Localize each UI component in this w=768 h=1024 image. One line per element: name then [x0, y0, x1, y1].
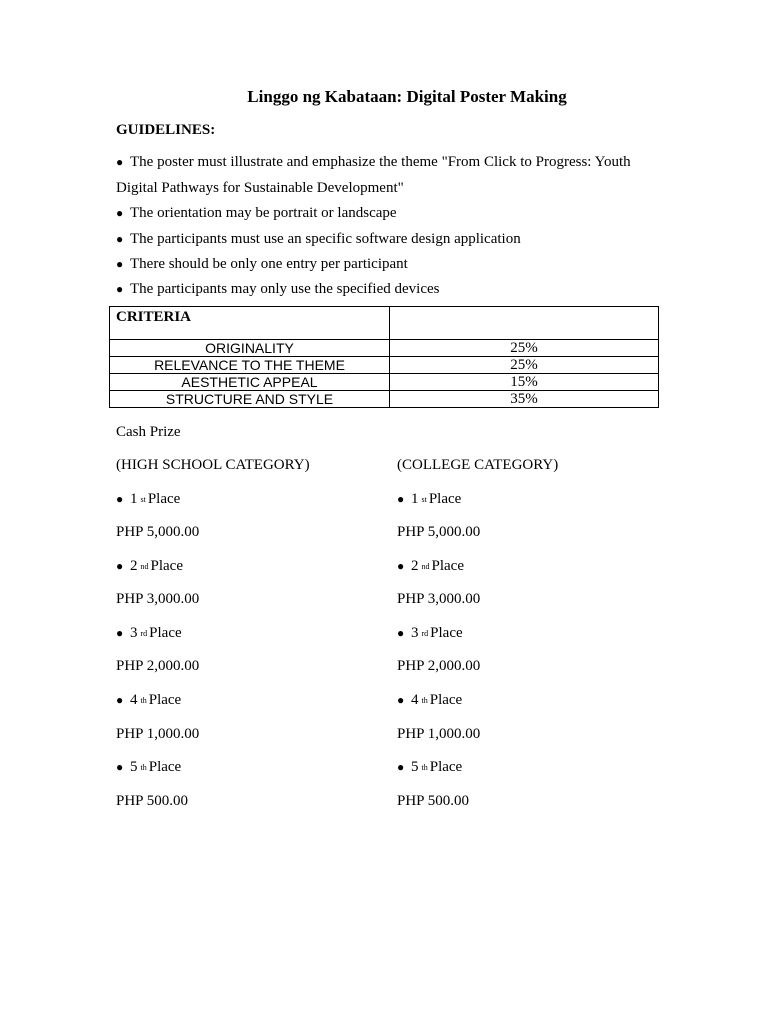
criteria-header-value: [390, 307, 659, 340]
bullet-icon: ●: [116, 693, 124, 707]
place-item: ● 1 $^{st}$ Place: [397, 491, 462, 507]
place-item: ● 1 $^{st}$ Place: [116, 491, 181, 507]
prize-amount: PHP 2,000.00: [397, 658, 481, 674]
place-item: ● 2 $^{nd}$ Place: [397, 558, 464, 574]
high-school-category-label: (HIGH SCHOOL CATEGORY): [116, 457, 310, 473]
bullet-icon: ●: [116, 232, 124, 246]
place-item: ● 4 $^{th}$ Place: [397, 692, 463, 708]
prize-amount: PHP 500.00: [116, 793, 188, 809]
bullet-icon: ●: [397, 693, 405, 707]
cash-prize-heading: Cash Prize: [116, 424, 181, 440]
bullet-icon: ●: [116, 559, 124, 573]
place-item: ● 5 $^{th}$ Place: [397, 759, 463, 775]
bullet-icon: ●: [397, 626, 405, 640]
prize-amount: PHP 5,000.00: [116, 524, 200, 540]
guideline-item-continuation: Digital Pathways for Sustainable Development": [116, 180, 404, 196]
prize-amount: PHP 2,000.00: [116, 658, 200, 674]
prize-amount: PHP 5,000.00: [397, 524, 481, 540]
bullet-icon: ●: [116, 155, 124, 169]
college-category-label: (COLLEGE CATEGORY): [397, 457, 559, 473]
guideline-item: ● The poster must illustrate and emphasize the theme "From Click to Progress: Youth: [116, 154, 631, 170]
bullet-icon: ●: [116, 282, 124, 296]
guidelines-heading: GUIDELINES:: [116, 122, 216, 138]
table-row: [110, 391, 659, 408]
prize-amount: PHP 3,000.00: [116, 591, 200, 607]
criteria-table: [109, 306, 659, 408]
table-row: [110, 340, 659, 357]
prize-amount: PHP 1,000.00: [116, 726, 200, 742]
bullet-icon: ●: [397, 760, 405, 774]
criteria-name: ORIGINALITY: [110, 340, 390, 357]
bullet-icon: ●: [397, 492, 405, 506]
criteria-header-row: [110, 307, 659, 340]
page-title: Linggo ng Kabataan: Digital Poster Making: [247, 87, 567, 106]
bullet-icon: ●: [397, 559, 405, 573]
criteria-weight: 15%: [390, 374, 659, 391]
bullet-icon: ●: [116, 206, 124, 220]
place-item: ● 3 $^{rd}$ Place: [116, 625, 182, 641]
prize-amount: PHP 3,000.00: [397, 591, 481, 607]
guideline-item: ● The participants must use an specific software design application: [116, 231, 521, 247]
criteria-weight: 35%: [390, 391, 659, 408]
bullet-icon: ●: [116, 257, 124, 271]
criteria-name: RELEVANCE TO THE THEME: [110, 357, 390, 374]
criteria-weight: 25%: [390, 340, 659, 357]
guideline-item: ● There should be only one entry per participant: [116, 256, 408, 272]
criteria-header: CRITERIA: [110, 307, 390, 340]
place-item: ● 5 $^{th}$ Place: [116, 759, 182, 775]
guideline-item: ● The orientation may be portrait or landscape: [116, 205, 397, 221]
place-item: ● 2 $^{nd}$ Place: [116, 558, 183, 574]
table-row: [110, 357, 659, 374]
table-row: [110, 374, 659, 391]
guideline-item: ● The participants may only use the specified devices: [116, 281, 440, 297]
place-item: ● 3 $^{rd}$ Place: [397, 625, 463, 641]
place-item: ● 4 $^{th}$ Place: [116, 692, 182, 708]
prize-amount: PHP 1,000.00: [397, 726, 481, 742]
bullet-icon: ●: [116, 626, 124, 640]
prize-amount: PHP 500.00: [397, 793, 469, 809]
bullet-icon: ●: [116, 760, 124, 774]
criteria-name: STRUCTURE AND STYLE: [110, 391, 390, 408]
criteria-weight: 25%: [390, 357, 659, 374]
criteria-name: AESTHETIC APPEAL: [110, 374, 390, 391]
bullet-icon: ●: [116, 492, 124, 506]
